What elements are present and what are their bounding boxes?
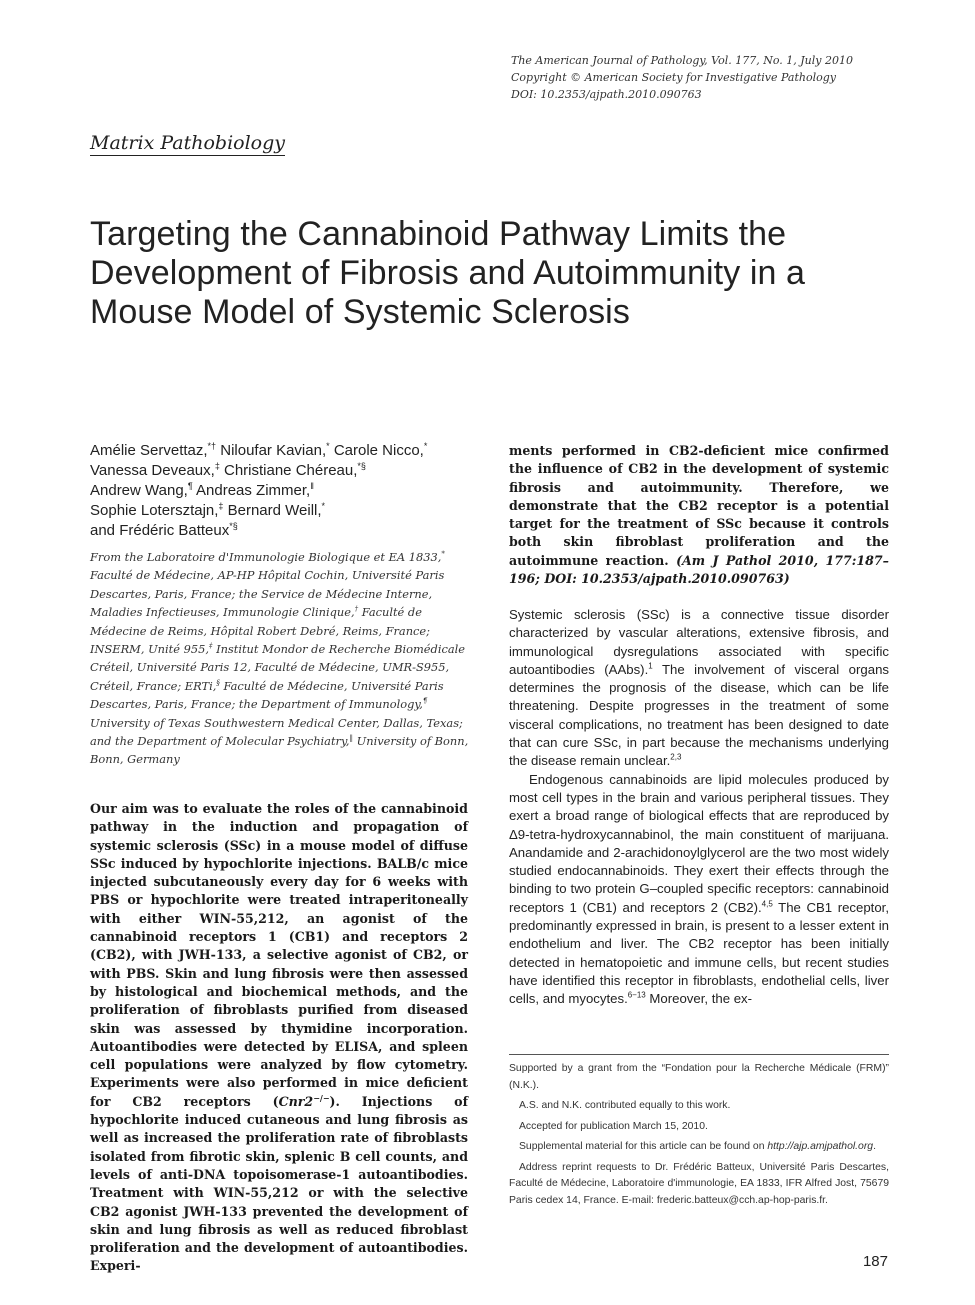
affiliation-mark: ‡: [214, 461, 220, 471]
author-name: Carole Nicco,: [333, 442, 424, 459]
affiliation-text: Faculté de Médecine, Université Paris Descartes, Paris, France; the Department of Immunology,: [90, 678, 444, 712]
affiliation-text: University of Bonn, Bonn, Germany: [90, 734, 469, 767]
reference-citation[interactable]: 6−13: [627, 990, 646, 1000]
author-name: Niloufar Kavian,: [220, 442, 327, 459]
abstract-text: Our aim was to evaluate the roles of the cannabinoid pathway in the induction and propagation of systemic sclerosis (SSc) in a mouse model of diffuse SSc induced by hypochlorite injections. BALB/c mice injected subcutaneously every day for 6 weeks with PBS or hypochlorite were treated intraperitoneally with either WIN-55,212, an agonist of the cannabinoid receptors 1 (CB1) and receptors 2 (CB2), with JWH-133, a selective agonist of CB2, or with PBS. Skin and lung fibrosis were then assessed by histological and biochemical methods, and the proliferation of fibroblasts purified from diseased skin was assessed by thymidine incorporation. Autoantibodies were detected by ELISA, and spleen cell populations were analyzed by flow cytometry. Experiments were also performed in mice deficient for CB2 receptors (: [90, 801, 468, 1109]
reference-citation[interactable]: 4,5: [761, 899, 773, 909]
author-name: Amélie Servettaz,: [90, 442, 208, 459]
supplemental-link[interactable]: http://ajp.amjpathol.org: [767, 1141, 874, 1152]
supplemental-footnote: [509, 1139, 889, 1156]
affiliation-mark: ‖: [349, 734, 354, 743]
body-paragraph: [509, 606, 889, 771]
page-number: 187: [862, 1253, 888, 1270]
affiliation-text: Faculté de Médecine de Reims, Hôpital Robert Debré, Reims, France; INSERM, Unité 955,: [90, 605, 431, 657]
author-name: Bernard Weill,: [227, 502, 322, 519]
affiliation-text: From the Laboratoire d'Immunologie Biologique et EA 1833,: [90, 550, 442, 564]
affiliation-mark: *: [321, 501, 326, 511]
affiliation-mark: ‖: [310, 481, 314, 491]
equal-contribution-footnote: A.S. and N.K. contributed equally to this work.: [519, 1100, 731, 1111]
body-text-segment: The involvement of visceral organs determines the prognosis of the disease, which can be life threatening. Despite progresses in the treatment of some visceral complications, no treatment has been designed to date that can cure SSc, in part because the mechanisms underlying the disease remain unclear.: [509, 661, 889, 769]
author-name: Sophie Lotersztajn,: [90, 502, 219, 519]
journal-citation-line: The American Journal of Pathology, Vol. 177, No. 1, July 2010: [511, 54, 853, 67]
reprint-footnote: Address reprint requests to Dr. Frédéric Batteux, Université Paris Descartes, Faculté de Médecine, Laboratoire d'immunologie, EA 1833, IFR Alfred Jost, 75679 Paris cedex 14, France. E-mail: frederic.batteux@cch.ap-hop-paris.fr.: [509, 1161, 889, 1206]
affiliation-mark: *: [441, 550, 445, 559]
abstract-column-right: [509, 442, 889, 588]
author-name: Christiane Chéreau,: [224, 462, 358, 479]
affiliation-mark: †: [354, 605, 359, 614]
footnote-divider: [509, 1054, 889, 1055]
article-title: [90, 215, 890, 332]
title-line: Mouse Model of Systemic Sclerosis: [90, 293, 630, 331]
supplemental-text: Supplemental material for this article can be found on: [519, 1141, 768, 1152]
affiliation-mark: *§: [229, 521, 238, 531]
affiliation-text: Institut Mondor de Recherche Biomédicale Créteil, Université Paris 12, Faculté de Médecine, UMR-S955, Créteil, France; ERTi,: [90, 642, 466, 693]
title-line: Targeting the Cannabinoid Pathway Limits the: [90, 215, 787, 253]
body-text-segment: The CB1 receptor, predominantly expressed in brain, is present to a lesser extent in endothelium and liver. The CB2 receptor has been initially detected in hematopoietic and immune cells, but recent studies have identified this receptor in fibroblasts, endothelial cells, liver cells, and myocytes.: [509, 899, 890, 1007]
funding-footnote: Supported by a grant from the “Fondation pour la Recherche Médicale (FRM)” (N.K.).: [509, 1063, 889, 1091]
abstract-citation: (Am J Pathol 2010, 177:187–196; DOI: 10.2353/ajpath.2010.090763): [509, 552, 889, 587]
doi-line: DOI: 10.2353/ajpath.2010.090763: [511, 88, 702, 101]
affiliation-mark: *: [423, 441, 428, 451]
affiliation-mark: *§: [357, 461, 366, 471]
author-name: Vanessa Deveaux,: [90, 462, 215, 479]
abstract-text: ). Injections of hypochlorite induced cutaneous and lung fibrosis as well as increased the proliferation rate of fibroblasts isolated from fibrotic skin, splenic B cell counts, and levels of anti-DNA topoisomerase-1 autoantibodies. Treatment with WIN-55,212 or with the selective CB2 agonist JWH-133 prevented the development of skin and lung fibrosis as well as reduced fibroblast proliferation and the development of autoantibodies. Experi-: [90, 1093, 468, 1274]
author-list: [90, 441, 480, 541]
gene-name: Cnr2: [278, 1093, 314, 1109]
copyright-line: Copyright © American Society for Investigative Pathology: [511, 71, 836, 84]
title-line: Development of Fibrosis and Autoimmunity in a: [90, 254, 806, 292]
affiliation-mark: *: [326, 441, 330, 451]
affiliation-mark: ‡: [208, 642, 213, 651]
affiliation-mark: ¶: [187, 481, 193, 491]
author-name: Andrew Wang,: [90, 482, 188, 499]
body-text-segment: Moreover, the ex-: [645, 991, 753, 1007]
affiliations: [90, 548, 470, 769]
body-paragraph: [509, 771, 889, 1009]
journal-header: [511, 52, 931, 103]
gene-superscript: −/−: [313, 1092, 330, 1103]
affiliation-text: Faculté de Médecine, AP-HP Hôpital Cochin, Université Paris Descartes, Paris, France; the Service de Médecine Interne, Maladies Infectieuses, Immunologie Clinique,: [90, 568, 445, 620]
abstract-column-left: [90, 800, 468, 1276]
reference-citation[interactable]: 2,3: [670, 752, 682, 762]
body-text-segment: Endogenous cannabinoids are lipid molecules produced by most cell types in the brain and various peripheral tissues. They exert a broad range of biological effects that are reproduced by Δ9-tetra-hydroxycannabinol, the main constituent of marijuana. Anandamide and 2-arachidonoylglycerol are the two most widely studied endocannabinoids. They exert their effects through the binding to two protein G–coupled specific receptors: cannabinoid receptors 1 (CB1) and receptors 2 (CB2).: [509, 771, 889, 915]
affiliation-mark: §: [216, 679, 220, 688]
section-heading: Matrix Pathobiology: [90, 132, 285, 154]
body-text-segment: Systemic sclerosis (SSc) is a connective tissue disorder characterized by vascular alterations, extensive fibrosis, and immunological dysregulations associated with specific autoantibodies (AAbs).: [509, 607, 889, 677]
affiliation-mark: ‡: [218, 501, 224, 511]
abstract-text: ments performed in CB2-deficient mice confirmed the influence of CB2 in the development of systemic fibrosis and autoimmunity. Therefore, we demonstrate that the CB2 receptor is a potential target for the treatment of SSc because it controls both skin fibroblast proliferation and the autoimmune reaction.: [509, 443, 889, 568]
affiliation-mark: ¶: [422, 697, 428, 706]
author-name: Andreas Zimmer,: [196, 482, 311, 499]
body-text: [509, 606, 889, 1009]
reference-citation[interactable]: 1: [648, 661, 653, 671]
footnotes: [509, 1061, 889, 1213]
affiliation-text: University of Texas Southwestern Medical Center, Dallas, Texas; and the Department of Molecular Psychiatry,: [90, 715, 463, 749]
accepted-footnote: Accepted for publication March 15, 2010.: [519, 1120, 708, 1132]
affiliation-mark: *†: [207, 441, 217, 451]
supplemental-suffix: .: [873, 1141, 876, 1152]
author-name: and Frédéric Batteux: [90, 522, 230, 539]
